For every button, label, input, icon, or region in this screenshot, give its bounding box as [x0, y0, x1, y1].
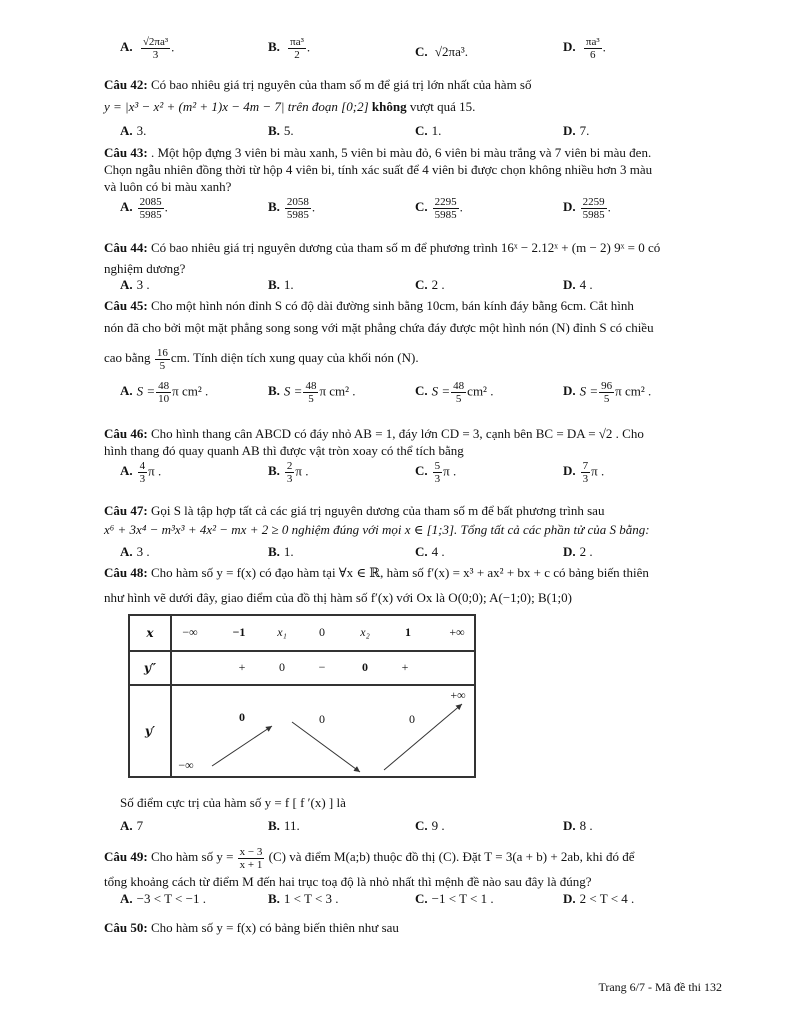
option-letter: C. — [415, 544, 428, 559]
option-text: 9 . — [431, 818, 445, 833]
fraction — [285, 196, 311, 221]
question-label: Câu 44: — [104, 240, 148, 255]
q49-option-a — [120, 891, 206, 907]
q48-line2 — [104, 590, 572, 606]
yp-value: 0 — [409, 712, 415, 726]
denominator: 3 — [434, 473, 441, 485]
row-label-ypp: y″ — [129, 651, 171, 685]
q47-option-c — [415, 544, 445, 560]
arrow-up — [384, 704, 462, 770]
q46-option-a — [120, 460, 161, 485]
q43-option-b: B. $\frac{2058}{5985}$ . — [268, 196, 316, 221]
q44-option-b — [268, 277, 294, 293]
option-text: π cm² . — [172, 383, 209, 399]
denominator: 5 — [455, 393, 462, 405]
option-text: 5. — [283, 123, 294, 138]
q47-line1 — [104, 503, 604, 519]
q45-line2 — [104, 320, 654, 336]
q43-option-c: C. $\frac{2295}{5985}$ . — [415, 196, 463, 221]
option-text: 2 < T < 4 . — [579, 891, 635, 906]
q42-formula — [104, 99, 475, 115]
option-letter: A. — [120, 891, 133, 906]
option-letter: A. — [120, 199, 133, 215]
option-letter: B. — [268, 123, 280, 138]
option-text: π cm² . — [319, 383, 356, 399]
q44-option-c — [415, 277, 445, 293]
fraction — [584, 36, 602, 61]
denominator: 3 — [152, 49, 159, 61]
numerator: 48 — [305, 380, 317, 392]
option-text: S = — [431, 383, 451, 399]
arrow-down — [292, 722, 360, 772]
fraction — [141, 36, 170, 61]
yp-value: 0 — [319, 712, 325, 726]
numerator: √2πa³ — [142, 36, 169, 48]
q42-option-a — [120, 123, 146, 139]
option-letter: B. — [268, 891, 280, 906]
option-text: 2 . — [579, 544, 593, 559]
q43-line1 — [104, 145, 651, 161]
denominator: 5985 — [434, 209, 457, 221]
question-text: Cho hàm số y = — [150, 849, 234, 864]
numerator: 7 — [582, 460, 589, 472]
option-letter: D. — [563, 199, 576, 215]
option-letter: B. — [268, 277, 280, 292]
option-letter: D. — [563, 463, 576, 479]
q41-option-c — [415, 44, 468, 60]
x-value: −∞ — [182, 625, 198, 639]
row-label-yp: y′ — [129, 685, 171, 777]
q42-stem — [104, 77, 532, 93]
q48-question — [120, 795, 346, 811]
option-letter: D. — [563, 123, 576, 138]
option-text: 4 . — [579, 277, 593, 292]
question-text: Cho một hình nón đỉnh S có độ dài đường sinh bằng 10cm, bán kính đáy bằng 6cm. Cắt hình — [150, 298, 634, 313]
question-text: và luôn có bi màu xanh? — [104, 179, 232, 194]
numerator: 2 — [286, 460, 293, 472]
x-value: 0 — [319, 625, 325, 639]
sign: 0 — [279, 660, 285, 674]
denominator: 5 — [159, 359, 166, 372]
option-letter: D. — [563, 39, 576, 55]
fraction — [433, 460, 443, 485]
question-label: Câu 43: — [104, 145, 148, 160]
page-footer: Trang 6/7 - Mã đề thi 132 — [598, 980, 722, 994]
fraction — [599, 380, 614, 405]
option-text: −1 < T < 1 . — [431, 891, 494, 906]
q47-option-b — [268, 544, 294, 560]
option-letter: B. — [268, 383, 280, 399]
option-letter: D. — [563, 277, 576, 292]
q50-line1 — [104, 920, 399, 936]
x-value: +∞ — [449, 625, 465, 639]
q46-option-c — [415, 460, 456, 485]
option-letter: B. — [268, 39, 280, 55]
q48-line1 — [104, 565, 649, 581]
fraction — [285, 460, 295, 485]
option-text: π . — [295, 463, 309, 479]
option-letter: D. — [563, 544, 576, 559]
option-text: 3. — [136, 123, 147, 138]
question-label: Câu 47: — [104, 503, 148, 518]
q44-option-d — [563, 277, 593, 293]
question-label: Câu 42: — [104, 77, 148, 92]
question-text: Chọn ngẫu nhiên đồng thời từ hộp 4 viên bi, tính xác suất để 4 viên bi được chọn không nhiều hơn 3 màu — [104, 162, 653, 177]
ypp-row — [171, 651, 475, 685]
q48-option-b — [268, 818, 300, 834]
denominator: 3 — [582, 473, 589, 485]
x-row — [171, 615, 475, 651]
q47-option-d — [563, 544, 593, 560]
q46-line2 — [104, 443, 464, 459]
question-text: Gọi S là tập hợp tất cả các giá trị nguyên dương của tham số m để bất phương trình sau — [150, 503, 605, 518]
numerator: πa³ — [585, 36, 600, 48]
q45-option-a — [120, 380, 208, 405]
question-text: vượt quá 15. — [406, 99, 476, 114]
yp-value: −∞ — [178, 758, 194, 772]
q49-option-b — [268, 891, 339, 907]
sign: + — [238, 660, 246, 674]
arrow-up — [212, 726, 272, 766]
option-letter: A. — [120, 383, 133, 399]
option-letter: A. — [120, 463, 133, 479]
question-text: Có bao nhiêu giá trị nguyên dương của tham số m để phương trình 16ˣ − 2.12ˣ + (m − 2) 9ˣ = 0 có — [150, 240, 661, 255]
q43-option-d: D. $\frac{2259}{5985}$ . — [563, 196, 611, 221]
denominator: 10 — [158, 393, 170, 405]
denominator: 5985 — [286, 209, 309, 221]
option-letter: A. — [120, 544, 133, 559]
option-text: 4 . — [431, 544, 445, 559]
option-text: 7. — [579, 123, 590, 138]
option-letter: A. — [120, 818, 133, 833]
q49-line2 — [104, 874, 592, 890]
yp-row — [171, 685, 475, 777]
fraction — [581, 460, 591, 485]
q45-option-c — [415, 380, 493, 405]
q48-option-a — [120, 818, 143, 834]
fraction — [581, 196, 607, 221]
option-letter: A. — [120, 123, 133, 138]
fraction — [433, 196, 459, 221]
option-letter: C. — [415, 383, 428, 399]
option-text: π cm² . — [615, 383, 652, 399]
option-text: 2 . — [431, 277, 445, 292]
question-text: . Một hộp đựng 3 viên bi màu xanh, 5 viên bi màu đỏ, 6 viên bi màu trắng và 7 viên bi màu đen. — [150, 145, 652, 160]
fraction — [288, 36, 306, 61]
option-text: 1. — [431, 123, 442, 138]
question-label: Câu 49: — [104, 849, 148, 864]
emphasis: không — [371, 99, 407, 114]
option-letter: B. — [268, 463, 280, 479]
q45-option-d — [563, 380, 651, 405]
question-text: cao bằng — [104, 350, 151, 365]
option-letter: D. — [563, 383, 576, 399]
option-letter: C. — [415, 818, 428, 833]
q49-option-d — [563, 891, 634, 907]
sign: + — [401, 660, 409, 674]
fraction — [303, 380, 318, 405]
option-text: S = — [579, 383, 599, 399]
option-text: √2πa³. — [434, 44, 469, 59]
numerator: 5 — [434, 460, 441, 472]
x-value: −1 — [232, 625, 246, 639]
q49-option-c — [415, 891, 494, 907]
fraction — [155, 347, 170, 372]
q41-option-b: B. $\frac{\text{πa³}}{2}$ . — [268, 36, 311, 61]
question-text: Có bao nhiêu giá trị nguyên của tham số m để giá trị lớn nhất của hàm số — [150, 77, 532, 92]
sign: − — [318, 660, 326, 674]
fraction — [238, 846, 265, 871]
option-letter: A. — [120, 277, 133, 292]
option-letter: C. — [415, 463, 428, 479]
q46-line1 — [104, 426, 644, 442]
question-text: (C) và điểm M(a;b) thuộc đồ thị (C). Đặt T = 3(a + b) + 2ab, khi đó để — [268, 849, 635, 864]
option-text: S = — [136, 383, 156, 399]
option-letter: B. — [268, 199, 280, 215]
question-text: x⁶ + 3x⁴ − m³x³ + 4x² − mx + 2 ≥ 0 nghiệm đúng với mọi x ∈ [1;3]. Tổng tất cả các phần tử của S bằng: — [104, 522, 650, 537]
q46-option-d — [563, 460, 604, 485]
numerator: x − 3 — [239, 845, 263, 858]
q43-option-a: A. $\frac{2085}{5985}$ . — [120, 196, 168, 221]
question-text: tổng khoảng cách từ điểm M đến hai trục toạ độ là nhỏ nhất thì mệnh đề nào sau đây là đúng? — [104, 874, 592, 889]
numerator: πa³ — [290, 36, 304, 48]
question-label: Câu 46: — [104, 426, 148, 441]
q42-option-b — [268, 123, 294, 139]
x-value: x₂ — [360, 625, 370, 639]
option-text: 1. — [283, 277, 294, 292]
q41-option-d: D. $\frac{\text{πa³}}{6}$ . — [563, 36, 606, 61]
x-value: x₁ — [277, 625, 287, 639]
option-text: −3 < T < −1 . — [136, 891, 206, 906]
option-letter: B. — [268, 818, 280, 833]
option-letter: C. — [415, 277, 428, 292]
option-text: π . — [148, 463, 162, 479]
option-letter: C. — [415, 891, 428, 906]
yp-value: +∞ — [450, 688, 466, 702]
option-letter: C. — [415, 123, 428, 138]
numerator: 16 — [156, 346, 168, 359]
q46-option-b — [268, 460, 309, 485]
variation-arrows — [172, 686, 478, 776]
denominator: 5 — [308, 393, 314, 405]
numerator: 48 — [158, 380, 170, 392]
option-text: cm² . — [467, 383, 494, 399]
option-text: 1 < T < 3 . — [283, 891, 339, 906]
option-text: S = — [283, 383, 303, 399]
option-text: 11. — [283, 818, 300, 833]
q45-line1 — [104, 298, 634, 314]
q44-line1 — [104, 240, 660, 256]
option-letter: D. — [563, 891, 576, 906]
option-text: 7 — [136, 818, 144, 833]
numerator: 2085 — [139, 196, 162, 208]
sign: 0 — [362, 660, 368, 674]
option-text: π . — [443, 463, 457, 479]
q41-option-a: A. $\frac{\text{√2πa³}}{3}$ . — [120, 36, 175, 61]
denominator: x + 1 — [239, 858, 263, 871]
denominator: 5985 — [139, 209, 162, 221]
option-letter: A. — [120, 39, 133, 55]
fraction — [451, 380, 466, 405]
question-text: như hình vẽ dưới đây, giao điểm của đồ thị hàm số f′(x) với Ox là O(0;0); A(−1;0); B(1;0) — [104, 590, 572, 605]
q42-option-c — [415, 123, 441, 139]
q49-line1 — [104, 842, 635, 872]
q44-line2 — [104, 261, 185, 277]
x-value: 1 — [405, 625, 411, 639]
question-text: Cho hàm số y = f(x) có đạo hàm tại ∀x ∈ ℝ, hàm số f′(x) = x³ + ax² + bx + c có bảng biến thiên — [150, 565, 649, 580]
option-letter: C. — [415, 199, 428, 215]
question-text: hình thang đó quay quanh AB thì được vật tròn xoay có thể tích bằng — [104, 443, 464, 458]
q42-option-d — [563, 123, 589, 139]
numerator: 48 — [453, 380, 465, 392]
option-text: π . — [591, 463, 605, 479]
question-label: Câu 48: — [104, 565, 148, 580]
numerator: 4 — [139, 460, 146, 472]
yp-value: 0 — [239, 710, 245, 724]
numerator: 96 — [601, 380, 613, 392]
option-letter: B. — [268, 544, 280, 559]
q48-option-d — [563, 818, 593, 834]
question-label: Câu 50: — [104, 920, 148, 935]
row-label-x: x — [129, 615, 171, 651]
option-text: 3 . — [136, 277, 150, 292]
q48-option-c — [415, 818, 445, 834]
denominator: 5985 — [582, 209, 605, 221]
option-text: 3 . — [136, 544, 150, 559]
numerator: 2295 — [434, 196, 457, 208]
question-text: nghiệm dương? — [104, 261, 186, 276]
q47-line2 — [104, 522, 650, 538]
q45-line3 — [104, 342, 419, 374]
denominator: 3 — [286, 473, 293, 485]
denominator: 5 — [603, 393, 610, 405]
fraction — [138, 196, 164, 221]
q45-option-b — [268, 380, 356, 405]
question-text: Cho hàm số y = f(x) có bảng biến thiên như sau — [150, 920, 399, 935]
denominator: 3 — [139, 473, 146, 485]
question-label: Câu 45: — [104, 298, 148, 313]
question-text: nón đã cho bởi một mặt phẳng song song với mặt phẳng chứa đáy được một hình nón (N) đỉnh S có chiều — [104, 320, 654, 335]
question-text: cm. Tính diện tích xung quay của khối nón (N). — [170, 350, 419, 365]
option-text: 8 . — [579, 818, 593, 833]
fraction — [138, 460, 148, 485]
option-letter: C. — [415, 44, 428, 59]
question-text: Số điểm cực trị của hàm số y = f [ f ′(x) ] là — [120, 795, 346, 810]
option-letter: D. — [563, 818, 576, 833]
denominator: 2 — [294, 49, 300, 61]
numerator: 2058 — [286, 196, 309, 208]
question-text: Cho hình thang cân ABCD có đáy nhỏ AB = 1, đáy lớn CD = 3, cạnh bên BC = DA = √2 . Cho — [150, 426, 644, 441]
formula: y = |x³ − x² + (m² + 1)x − 4m − 7| trên đoạn [0;2] — [104, 99, 372, 114]
option-text: 1. — [283, 544, 294, 559]
variation-table — [128, 614, 476, 778]
denominator: 6 — [590, 49, 596, 61]
q44-option-a — [120, 277, 150, 293]
q43-line3 — [104, 179, 231, 195]
q47-option-a — [120, 544, 150, 560]
q43-line2 — [104, 162, 652, 178]
numerator: 2259 — [582, 196, 605, 208]
fraction — [156, 380, 171, 405]
